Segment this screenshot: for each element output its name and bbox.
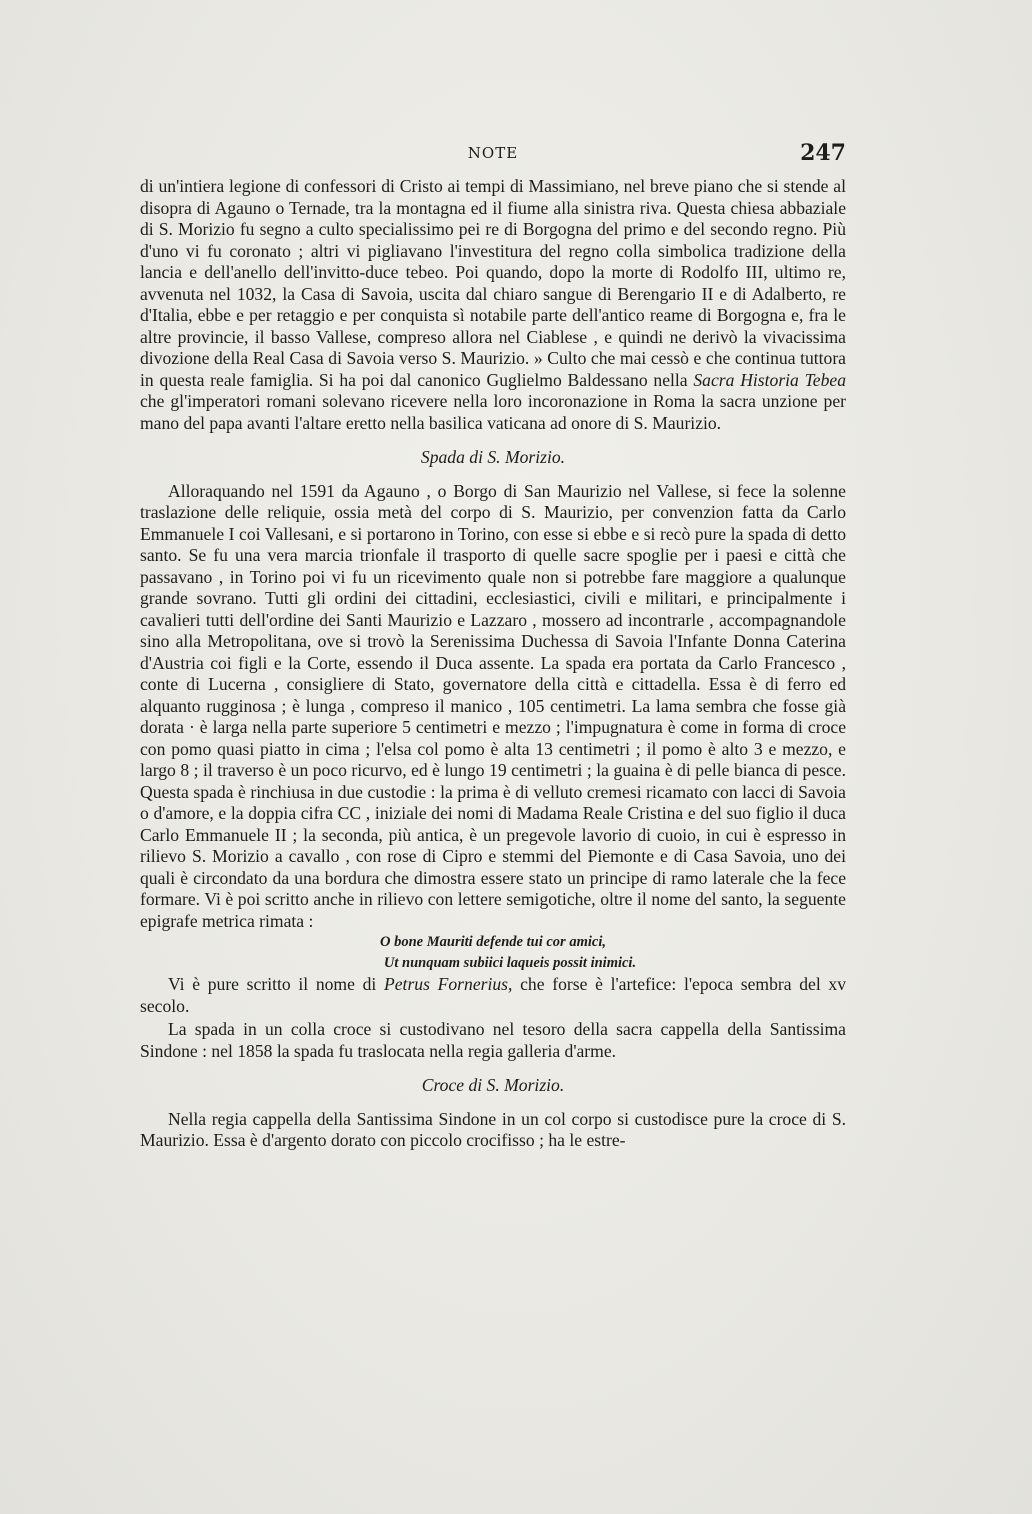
paragraph-3-end: , che forse è l'artefice: l'epoca sembra del xv secolo.	[140, 974, 847, 1016]
verse-line-2: Ut nunquam subiici laqueis possit inimici.	[383, 955, 637, 971]
page-number: 247	[800, 140, 846, 166]
paragraph-1	[140, 176, 846, 434]
running-header	[140, 140, 846, 174]
artisan-name-italic: Petrus Fornerius	[384, 974, 509, 994]
verse-line-1: O bone Mauriti defende tui cor amici,	[380, 934, 606, 950]
header-title: NOTE	[467, 144, 519, 162]
paragraph-2: Alloraquando nel 1591 da Agauno , o Borgo di San Maurizio nel Vallese, si fece la solenne traslazione delle reliquie, ossia metà del corpo di S. Maurizio, per convenzion fatta da Carlo Emmanuele I coi Vallesani, e si portarono in Torino, con esse si ebbe e si recò pure la spada di detto santo. Se fu una vera marcia trionfale il trasporto di quelle sacre spoglie per i paesi e città che passavano , in Torino poi vi fu un ricevimento quale non si potrebbe fare maggiore a qualunque grande sovrano. Tutti gli ordini dei cittadini, ecclesiastici, civili e militari, e principalmente i cavalieri tutti dell'ordine dei Santi Maurizio e Lazzaro , mossero ad incontrarle , accompagnandole sino alla Metropolitana, ove si trovò la Serenissima Duchessa di Savoia l'Infante Donna Caterina d'Austria coi figli e la Corte, essendo il Duca assente. La spada era portata da Carlo Francesco , conte di Lucerna , consigliere di Stato, governatore della città e cittadella. Essa è di ferro ed alquanto rugginosa ; è lunga , compreso il manico , 105 centimetri. La lama sembra che fosse già dorata · è larga nella parte superiore 5 centimetri e mezzo ; l'impugnatura è come in forma di croce con pomo quasi piatto in cima ; l'elsa col pomo è alta 13 centimetri ; il pomo è alto 3 e mezzo, e largo 8 ; il traverso è un poco ricurvo, ed è lungo 19 centimetri ; la guaina è di pelle bianca di pesce. Questa spada è rinchiusa in due custodie : la prima è di velluto cremesi ricamato con lacci di Savoia o d'amore, e la doppia cifra CC , iniziale dei nomi di Madama Reale Cristina e del suo figlio il duca Carlo Emmanuele II ; la seconda, più antica, è un pregevole lavorio di cuoio, in cui è espresso in rilievo S. Morizio a cavallo , con rose di Cipro e stemmi del Piemonte e di Casa Savoia, uno dei quali è circondato da una bordura che dimostra essere stato un principe di ramo laterale che la fece formare. Vi è poi scritto anche in rilievo con lettere semigotiche, oltre il nome del santo, la seguente epigrafe metrica rimata :	[140, 480, 846, 931]
paragraph-1-end: che gl'imperatori romani solevano ricevere nella loro incoronazione in Roma la sacra unzione per mano del papa avanti l'altare eretto nella basilica vaticana ad onore di S. Maurizio.	[140, 391, 846, 433]
paragraph-1-text: di un'intiera legione di confessori di Cristo ai tempi di Massimiano, nel breve piano che si stende al disopra di Agauno o Ternade, tra la montagna ed il fiume alla sinistra riva. Questa chiesa abbaziale di S. Morizio fu segno a culto specialissimo pei re di Borgogna del primo e del secondo regno. Più d'uno vi fu coronato ; altri vi pigliavano l'investitura del regno colla simbolica tradizione della lancia e dell'anello dell'invitto-duce tebeo. Poi quando, dopo la morte di Rodolfo III, ultimo re, avvenuta nel 1032, la Casa di Savoia, uscita dal chiaro sangue di Berengario II e di Adalberto, re d'Italia, ebbe e per retaggio e per conquista sì notabile parte dell'antico reame di Borgogna e, fra le altre provincie, il basso Vallese, compreso allora nel Ciablese , e quindi ne derivò la vivacissima divozione della Real Casa di Savoia verso S. Maurizio. » Culto che mai cessò e che continua tuttora in questa reale famiglia. Si ha poi dal canonico Guglielmo Baldessano nella	[140, 176, 846, 390]
book-title-italic: Sacra Historia Tebea	[693, 369, 846, 390]
section-heading-spada: Spada di S. Morizio.	[420, 447, 566, 467]
paragraph-4: La spada in un colla croce si custodivano nel tesoro della sacra cappella della Santissima Sindone : nel 1858 la spada fu traslocata nella regia galleria d'arme.	[140, 1019, 846, 1061]
epigraph-verse	[140, 932, 846, 974]
section-heading-croce: Croce di S. Morizio.	[421, 1075, 565, 1095]
paragraph-3	[140, 974, 846, 1017]
body-text	[140, 176, 846, 1152]
paragraph-3-text: Vi è pure scritto il nome di	[168, 974, 384, 994]
paragraph-5: Nella regia cappella della Santissima Sindone in un col corpo si custodisce pure la croce di S. Maurizio. Essa è d'argento dorato con piccolo crocifisso ; ha le estre-	[140, 1108, 846, 1150]
